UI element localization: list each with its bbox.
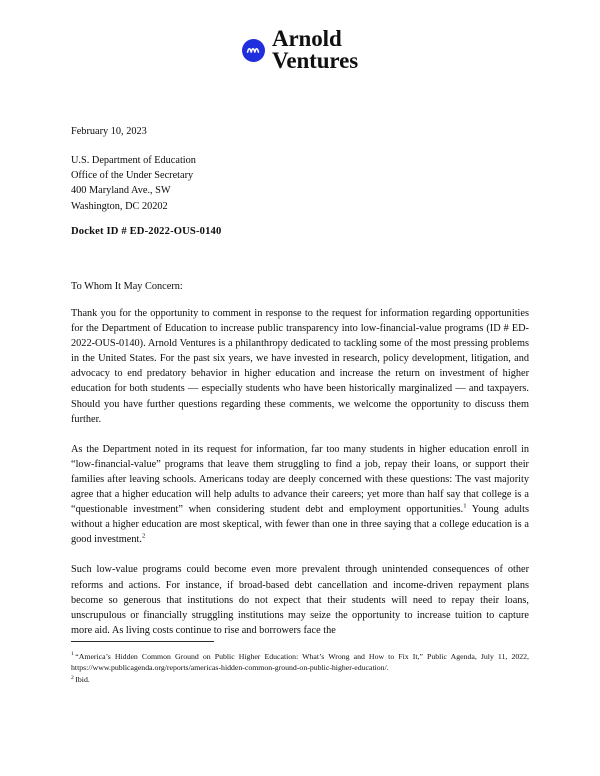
salutation: To Whom It May Concern:	[71, 281, 183, 292]
footnote-item	[71, 674, 529, 685]
wordmark-line-ventures: Ventures	[271, 48, 359, 74]
footnote-marker: 1	[71, 651, 74, 658]
recipient-line: U.S. Department of Education	[71, 155, 196, 166]
wordmark-line-arnold: Arnold	[271, 26, 342, 51]
recipient-address-block	[71, 153, 196, 214]
footnote-ref-2[interactable]: 2	[141, 532, 146, 540]
recipient-line: 400 Maryland Ave., SW	[71, 185, 171, 197]
recipient-line: Washington, DC 20202	[71, 200, 168, 212]
paragraph-text-part: Young adults without a higher education are most skeptical, with fewer than one in three saying that a college education is a good investment.	[71, 504, 529, 546]
body-paragraph	[71, 442, 529, 548]
letter-body	[71, 306, 529, 638]
footnote-item	[71, 651, 529, 673]
arnold-ventures-wordmark	[272, 28, 358, 72]
letterhead	[0, 28, 600, 72]
footnote-text: “America’s Hidden Common Ground on Public Higher Education: What’s Wrong and How to Fix It,” Public Agenda, July 11, 2022, https://www.publicagenda.org/reports/americas-hidden-common-ground-on-public-higher-education/.	[71, 652, 529, 673]
body-paragraph: Thank you for the opportunity to comment in response to the request for information regarding opportunities for the Department of Education to increase public transparency into low-financial-value programs (ID # ED-2022-OUS-0140). Arnold Ventures is a philanthropy dedicated to tackling some of the most pressing problems in the United States. For the past six years, we have invested in research, policy development, litigation, and advocacy to end predatory behavior in higher education and increase the return on investment of higher education for both students — especially students who have been historically marginalized — and taxpayers. Should you have further questions regarding these comments, we welcome the opportunity to discuss them further.	[71, 308, 529, 425]
footnote-ref-1[interactable]: 1	[463, 502, 467, 510]
arnold-ventures-wave-icon	[242, 39, 265, 62]
recipient-line: Office of the Under Secretary	[71, 170, 194, 182]
footnote-text: Ibid.	[75, 675, 90, 685]
footnote-separator-rule	[71, 641, 214, 642]
footnotes-section	[71, 641, 529, 687]
letter-date: February 10, 2023	[71, 126, 147, 137]
arnold-ventures-logo	[242, 28, 358, 72]
docket-id-line: Docket ID # ED-2022-OUS-0140	[71, 226, 222, 237]
body-paragraph: Such low-value programs could become even more prevalent through unintended consequences of other reforms and actions. For instance, if broad-based debt cancellation and income-driven repayment plans become so generous that institutions do not expect that their students will need to repay their loans, unscrupulous or financially struggling institutions may seize the opportunity to increase tuition to capture more aid. As living costs continue to rise and borrowers face the	[71, 564, 529, 636]
footnote-marker: 2	[71, 674, 74, 681]
paragraph-text-part: As the Department noted in its request for information, far too many students in higher education enroll in “low-financial-value” programs that leave them struggling to find a job, repay their loans, or support their families after leaving schools. Americans today are deeply concerned with these questions: The vast majority agree that a higher education will help adults to advance their careers; yet more than half say that college is a “questionable investment” when considering student debt and employment opportunities.	[71, 443, 529, 516]
